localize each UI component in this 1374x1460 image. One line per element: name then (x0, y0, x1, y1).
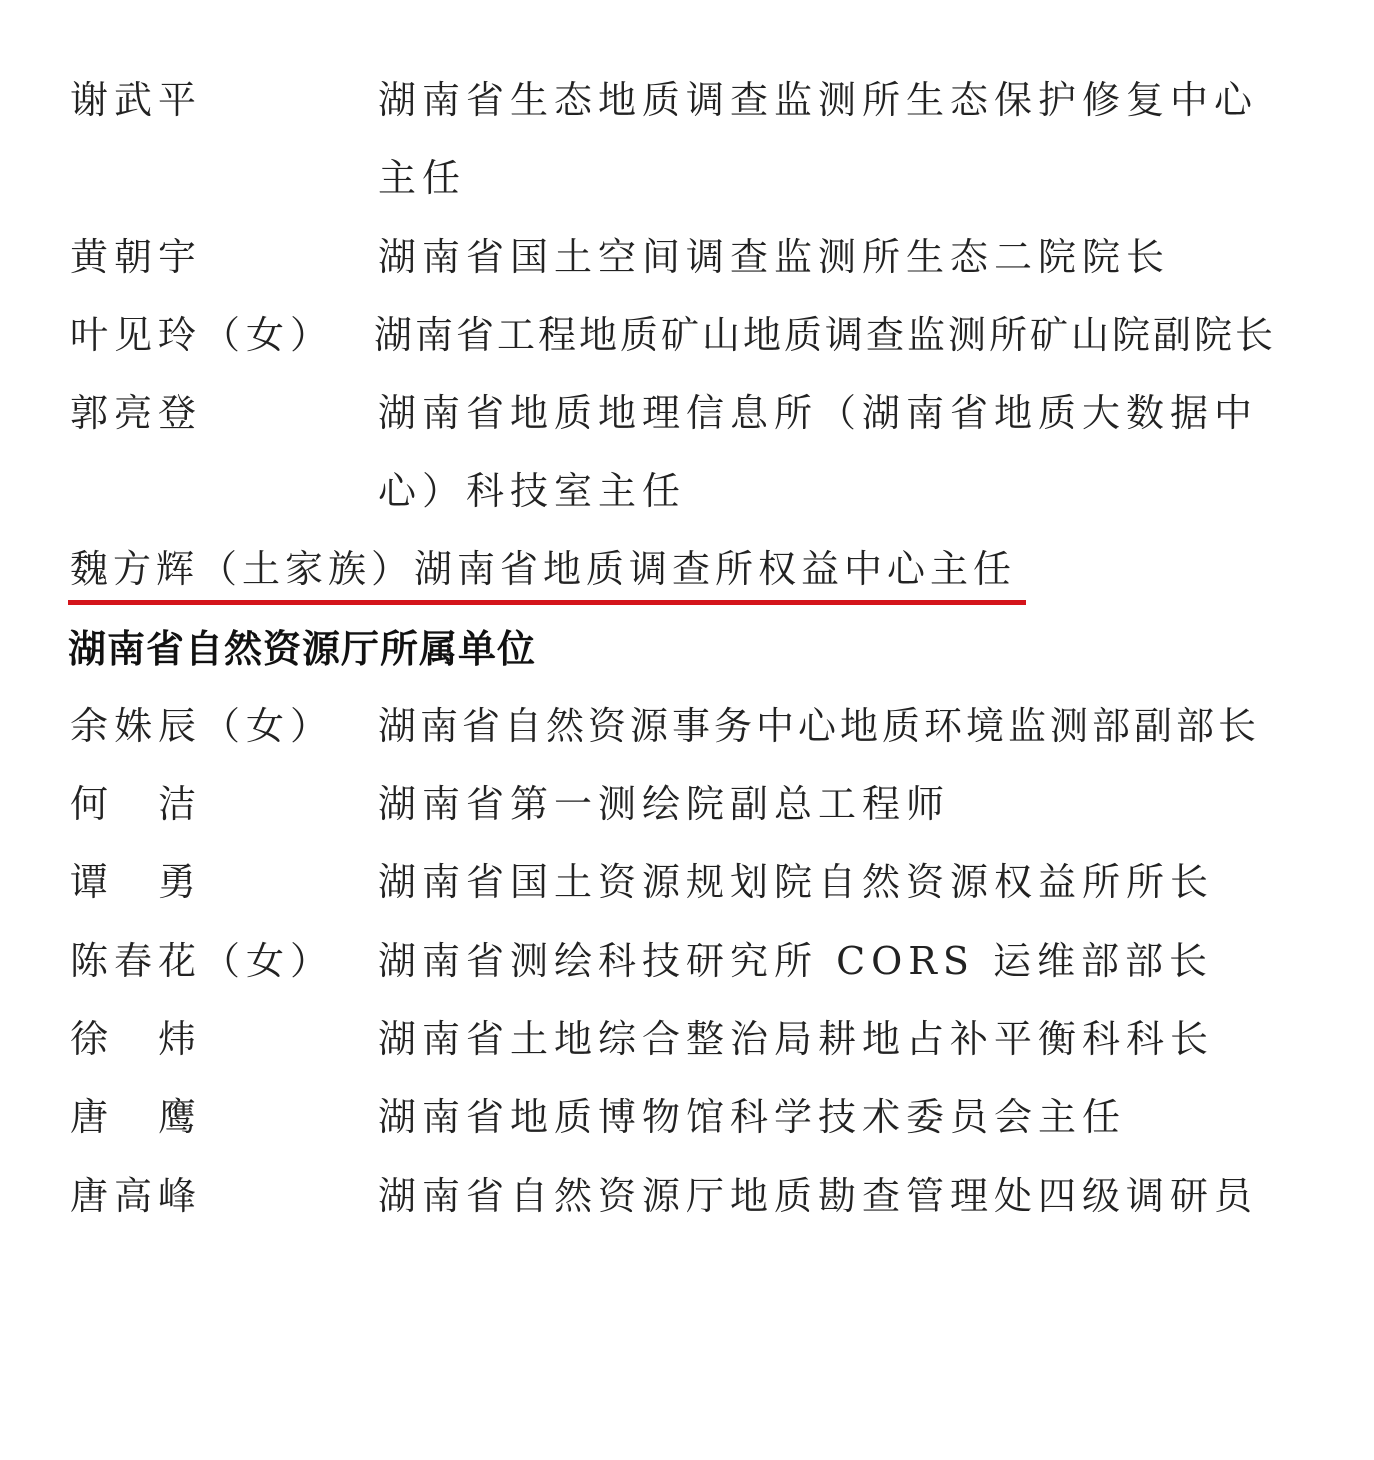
person-title: 湖南省国土资源规划院自然资源权益所所长 (378, 860, 1215, 904)
person-title: 湖南省自然资源厅地质勘查管理处四级调研员 (378, 1174, 1259, 1218)
person-name: 何 洁 (70, 782, 203, 826)
person-name: 徐 炜 (70, 1017, 203, 1061)
person-name: 陈春花（女） (70, 939, 335, 983)
person-name: 谢武平 (70, 78, 203, 122)
person-title: 湖南省自然资源事务中心地质环境监测部副部长 (378, 704, 1261, 748)
section-heading: 湖南省自然资源厅所属单位 (68, 627, 537, 671)
person-title: 湖南省地质博物馆科学技术委员会主任 (378, 1095, 1127, 1139)
person-name: 黄朝宇 (70, 235, 203, 279)
person-title: 湖南省土地综合整治局耕地占补平衡科科长 (378, 1017, 1215, 1061)
person-title: 湖南省地质地理信息所（湖南省地质大数据中 (378, 391, 1259, 435)
person-title-continued: 主任 (378, 156, 467, 200)
person-name: 唐 鹰 (70, 1095, 203, 1139)
person-name: 余姝辰（女） (70, 704, 335, 748)
person-title: 湖南省第一测绘院副总工程师 (378, 782, 951, 826)
highlighted-entry: 魏方辉（土家族）湖南省地质调查所权益中心主任 (70, 547, 1017, 591)
person-title: 湖南省国土空间调查监测所生态二院院长 (378, 235, 1171, 279)
person-name: 唐高峰 (70, 1174, 203, 1218)
person-name: 谭 勇 (70, 860, 203, 904)
person-title: 湖南省工程地质矿山地质调查监测所矿山院副院长 (374, 313, 1277, 357)
person-title: 湖南省生态地质调查监测所生态保护修复中心 (378, 78, 1259, 122)
person-title: 湖南省测绘科技研究所 CORS 运维部部长 (378, 939, 1214, 983)
red-underline (68, 600, 1026, 605)
person-name: 郭亮登 (70, 391, 203, 435)
person-title-continued: 心）科技室主任 (378, 469, 687, 513)
person-name: 叶见玲（女） (70, 313, 335, 357)
